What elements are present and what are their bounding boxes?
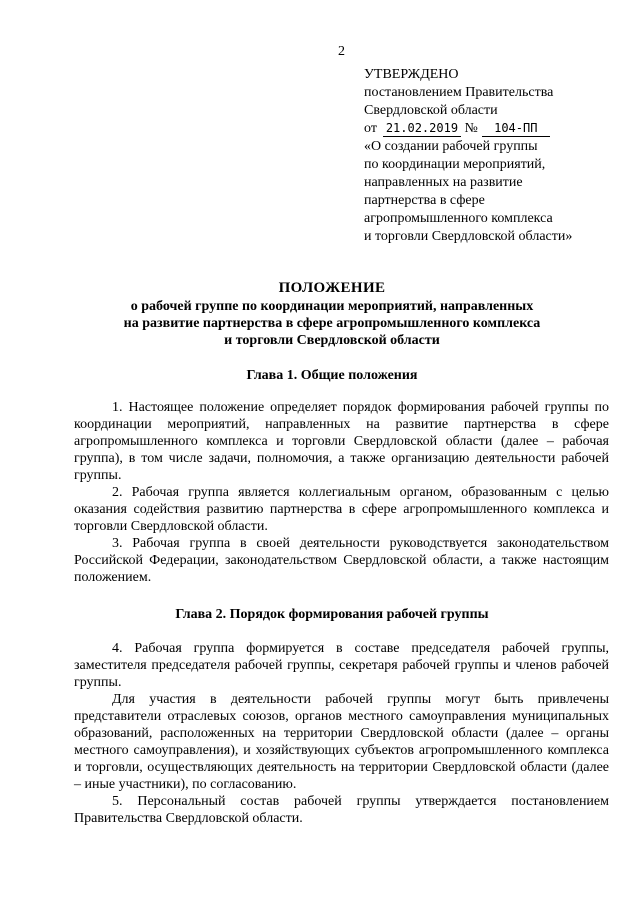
chapter-1-body [74,399,609,586]
paragraph: 3. Рабочая группа в своей деятельности руководствуется законодательством Российской Федерации, законодательством Свердловской области, а также настоящим положением. [74,536,609,585]
document-title: ПОЛОЖЕНИЕ [278,280,386,296]
approval-line: Свердловской области [364,103,498,118]
paragraph: Для участия в деятельности рабочей группы могут быть привлечены представители отраслевых союзов, органов местного самоуправления муниципальных образований, расположенных на территории Свердловской области (далее – органы местного самоуправления), и хозяйствующих субъектов агропромышленного комплекса и торговли, осуществляющих деятельность на территории Свердловской области (далее – иные участники), по согласованию. [74,692,609,792]
approval-title-line: по координации мероприятий, [364,157,546,172]
document-subtitle-line: на развитие партнерства в сфере агропромышленного комплекса [123,316,541,331]
approval-number: 104-ПП [482,121,550,137]
approval-title-line: партнерства в сфере [364,193,485,208]
document-title-block [72,278,592,349]
approval-stamp [364,66,572,246]
paragraph: 2. Рабочая группа является коллегиальным органом, образованным с целью оказания содействия развитию партнерства в сфере агропромышленного комплекса и торговли Свердловской области. [74,485,609,534]
approval-title-line: «О создании рабочей группы [364,139,538,154]
number-sign: № [464,121,478,136]
document-subtitle-line: о рабочей группе по координации мероприятий, направленных [130,299,534,314]
approval-line: постановлением Правительства [364,85,554,100]
approval-title-line: агропромышленного комплекса [364,211,553,226]
approval-title-line: и торговли Свердловской области» [364,229,573,244]
approval-date-number [364,120,572,138]
from-label: от [364,121,377,136]
chapter-2-heading: Глава 2. Порядок формирования рабочей группы [175,607,489,622]
paragraph: 4. Рабочая группа формируется в составе председателя рабочей группы, заместителя председателя рабочей группы, секретаря рабочей группы и членов рабочей группы. [74,641,609,690]
approval-date: 21.02.2019 [383,121,461,137]
approval-heading: УТВЕРЖДЕНО [364,67,459,82]
document-subtitle-line: и торговли Свердловской области [224,333,440,348]
chapter-2-body [74,640,609,827]
chapter-1-heading: Глава 1. Общие положения [246,368,418,383]
approval-title-line: направленных на развитие [364,175,523,190]
paragraph: 5. Персональный состав рабочей группы утверждается постановлением Правительства Свердловской области. [74,794,609,826]
page-number: 2 [338,44,345,59]
paragraph: 1. Настоящее положение определяет порядок формирования рабочей группы по координации мероприятий, направленных на развитие партнерства в сфере агропромышленного комплекса и торговли Свердловской области (далее – рабочая группа), в том числе задачи, полномочия, а также организацию деятельности рабочей группы. [74,400,609,483]
